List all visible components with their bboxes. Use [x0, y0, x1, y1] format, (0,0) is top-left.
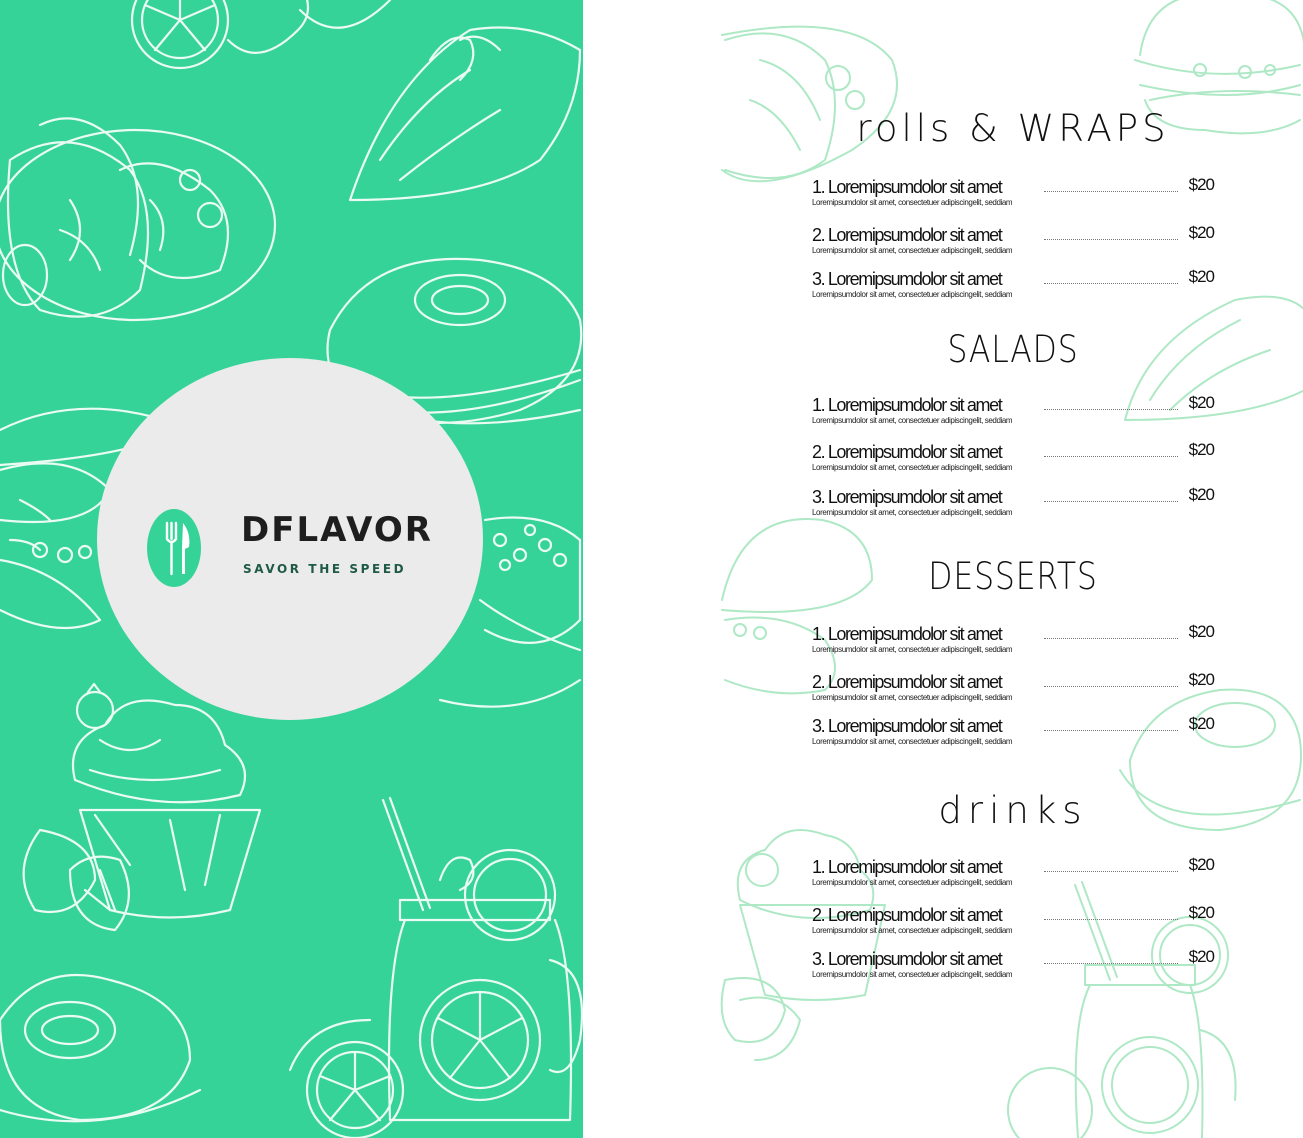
menu-item-price: $20	[1188, 947, 1214, 966]
dotted-leader	[1044, 283, 1178, 284]
menu-item-description: Loremipsumdolor sit amet, consectetuer adipiscingelit, seddiam	[812, 198, 1013, 207]
section-title-desserts: DESSERTS	[928, 555, 1098, 598]
dotted-leader	[1044, 871, 1178, 872]
menu-item-name: 1. Loremipsumdolor sit amet	[812, 624, 1002, 644]
menu-item-name: 2. Loremipsumdolor sit amet	[812, 905, 1002, 925]
menu-item-name: 2. Loremipsumdolor sit amet	[812, 225, 1002, 245]
dotted-leader	[1044, 638, 1178, 639]
dotted-leader	[1044, 456, 1178, 457]
dotted-leader	[1044, 191, 1178, 192]
menu-item-description: Loremipsumdolor sit amet, consectetuer adipiscingelit, seddiam	[812, 416, 1013, 425]
brand-tagline: SAVOR THE SPEED	[243, 562, 407, 576]
menu-item-description: Loremipsumdolor sit amet, consectetuer adipiscingelit, seddiam	[812, 463, 1013, 472]
section-title-drinks: drinks	[938, 789, 1088, 832]
menu-item-price: $20	[1188, 622, 1214, 641]
menu-item	[812, 393, 1214, 432]
menu-item	[812, 670, 1214, 709]
menu-item-name: 3. Loremipsumdolor sit amet	[812, 949, 1002, 969]
brand-name: DFLAVOR	[241, 510, 433, 550]
menu-item-name: 2. Loremipsumdolor sit amet	[812, 442, 1002, 462]
menu-item	[812, 485, 1214, 524]
menu-item-price: $20	[1188, 714, 1214, 733]
dotted-leader	[1044, 730, 1178, 731]
menu-item-name: 3. Loremipsumdolor sit amet	[812, 716, 1002, 736]
menu-item-name: 1. Loremipsumdolor sit amet	[812, 177, 1002, 197]
menu-item	[812, 622, 1214, 661]
menu-item-price: $20	[1188, 485, 1214, 504]
menu-item-price: $20	[1188, 670, 1214, 689]
dotted-leader	[1044, 409, 1178, 410]
menu-item-description: Loremipsumdolor sit amet, consectetuer adipiscingelit, seddiam	[812, 290, 1013, 299]
section-title-salads: SALADS	[947, 328, 1079, 371]
menu-item-price: $20	[1188, 440, 1214, 459]
menu-item	[812, 714, 1214, 753]
fork-knife-icon	[147, 509, 201, 587]
dotted-leader	[1044, 963, 1178, 964]
menu-item-description: Loremipsumdolor sit amet, consectetuer adipiscingelit, seddiam	[812, 246, 1013, 255]
dotted-leader	[1044, 501, 1178, 502]
menu-item	[812, 175, 1214, 214]
menu-item-name: 1. Loremipsumdolor sit amet	[812, 395, 1002, 415]
menu-item-price: $20	[1188, 855, 1214, 874]
dotted-leader	[1044, 919, 1178, 920]
menu-item-description: Loremipsumdolor sit amet, consectetuer adipiscingelit, seddiam	[812, 970, 1013, 979]
menu-item	[812, 267, 1214, 306]
dotted-leader	[1044, 239, 1178, 240]
cover-panel	[0, 0, 583, 1138]
menu-item-price: $20	[1188, 223, 1214, 242]
menu-item	[812, 855, 1214, 894]
menu-item-description: Loremipsumdolor sit amet, consectetuer adipiscingelit, seddiam	[812, 878, 1013, 887]
menu-item-description: Loremipsumdolor sit amet, consectetuer adipiscingelit, seddiam	[812, 737, 1013, 746]
menu-item	[812, 223, 1214, 262]
menu-item-name: 3. Loremipsumdolor sit amet	[812, 269, 1002, 289]
menu-item	[812, 440, 1214, 479]
menu-item-description: Loremipsumdolor sit amet, consectetuer adipiscingelit, seddiam	[812, 645, 1013, 654]
menu-item	[812, 947, 1214, 986]
dotted-leader	[1044, 686, 1178, 687]
menu-item-name: 3. Loremipsumdolor sit amet	[812, 487, 1002, 507]
menu-item-description: Loremipsumdolor sit amet, consectetuer adipiscingelit, seddiam	[812, 508, 1013, 517]
section-title-rolls-wraps: rolls & WRAPS	[856, 107, 1170, 150]
menu-item-name: 1. Loremipsumdolor sit amet	[812, 857, 1002, 877]
menu-item-price: $20	[1188, 175, 1214, 194]
menu-item-name: 2. Loremipsumdolor sit amet	[812, 672, 1002, 692]
menu-item-description: Loremipsumdolor sit amet, consectetuer adipiscingelit, seddiam	[812, 926, 1013, 935]
menu-item-price: $20	[1188, 393, 1214, 412]
menu-item-description: Loremipsumdolor sit amet, consectetuer adipiscingelit, seddiam	[812, 693, 1013, 702]
menu-item-price: $20	[1188, 903, 1214, 922]
menu-item-price: $20	[1188, 267, 1214, 286]
menu-item	[812, 903, 1214, 942]
